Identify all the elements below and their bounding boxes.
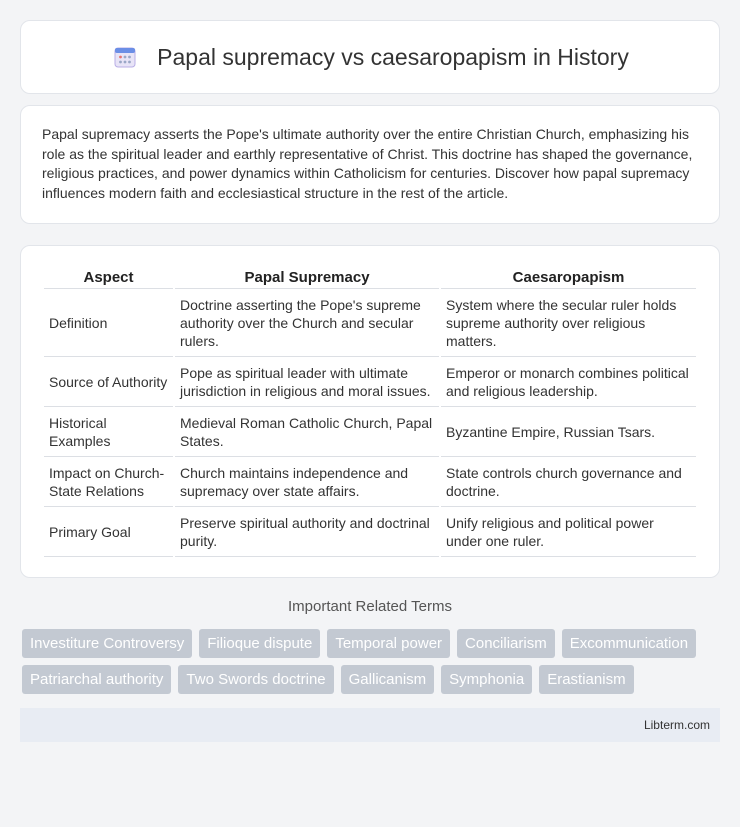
calendar-icon — [111, 43, 139, 71]
footer-brand[interactable]: Libterm.com — [643, 718, 710, 732]
table-cell: System where the secular ruler holds supreme authority over religious matters. — [441, 289, 696, 357]
table-cell: Preserve spiritual authority and doctrinal purity. — [175, 507, 439, 557]
tag-filioque-dispute[interactable]: Filioque dispute — [199, 629, 320, 658]
related-terms-title: Important Related Terms — [288, 598, 452, 615]
table-row — [44, 407, 696, 457]
intro-text: Papal supremacy asserts the Pope's ultimate authority over the entire Christian Church, emphasizing his role as the spiritual leader and earthly representative of Christ. This doctrine has shaped the governance, religious practices, and power dynamics within Catholicism for centuries. Discover how papal supremacy influences modern faith and ecclesiastical structure in the rest of the article. — [42, 126, 693, 201]
tag-erastianism[interactable]: Erastianism — [539, 665, 633, 694]
tag-gallicanism[interactable]: Gallicanism — [341, 665, 435, 694]
table-cell: Source of Authority — [44, 357, 173, 407]
tag-patriarchal-authority[interactable]: Patriarchal authority — [22, 665, 171, 694]
table-row — [44, 357, 696, 407]
column-header-papal: Papal Supremacy — [175, 266, 439, 289]
intro-card — [20, 105, 720, 224]
table-cell: Primary Goal — [44, 507, 173, 557]
comparison-table — [42, 266, 698, 557]
table-row — [44, 457, 696, 507]
table-cell: State controls church governance and doctrine. — [441, 457, 696, 507]
table-row — [44, 289, 696, 357]
footer — [20, 708, 720, 742]
table-cell: Impact on Church-State Relations — [44, 457, 173, 507]
table-cell: Church maintains independence and supremacy over state affairs. — [175, 457, 439, 507]
table-cell: Medieval Roman Catholic Church, Papal States. — [175, 407, 439, 457]
tag-excommunication[interactable]: Excommunication — [562, 629, 696, 658]
tag-investiture-controversy[interactable]: Investiture Controversy — [22, 629, 192, 658]
table-cell: Doctrine asserting the Pope's supreme authority over the Church and secular rulers. — [175, 289, 439, 357]
table-cell: Definition — [44, 289, 173, 357]
tag-temporal-power[interactable]: Temporal power — [327, 629, 450, 658]
table-cell: Unify religious and political power under one ruler. — [441, 507, 696, 557]
tag-two-swords-doctrine[interactable]: Two Swords doctrine — [178, 665, 333, 694]
tag-conciliarism[interactable]: Conciliarism — [457, 629, 555, 658]
related-terms-list — [22, 629, 720, 694]
table-cell: Emperor or monarch combines political and religious leadership. — [441, 357, 696, 407]
title-card — [20, 20, 720, 94]
column-header-caesaropapism: Caesaropapism — [441, 266, 696, 289]
table-row — [44, 507, 696, 557]
table-cell: Byzantine Empire, Russian Tsars. — [441, 407, 696, 457]
page-title: Papal supremacy vs caesaropapism in History — [157, 43, 629, 70]
comparison-card — [20, 245, 720, 578]
table-cell: Pope as spiritual leader with ultimate jurisdiction in religious and moral issues. — [175, 357, 439, 407]
table-header-row — [44, 266, 696, 289]
tag-symphonia[interactable]: Symphonia — [441, 665, 532, 694]
column-header-aspect: Aspect — [44, 266, 173, 289]
table-cell: Historical Examples — [44, 407, 173, 457]
